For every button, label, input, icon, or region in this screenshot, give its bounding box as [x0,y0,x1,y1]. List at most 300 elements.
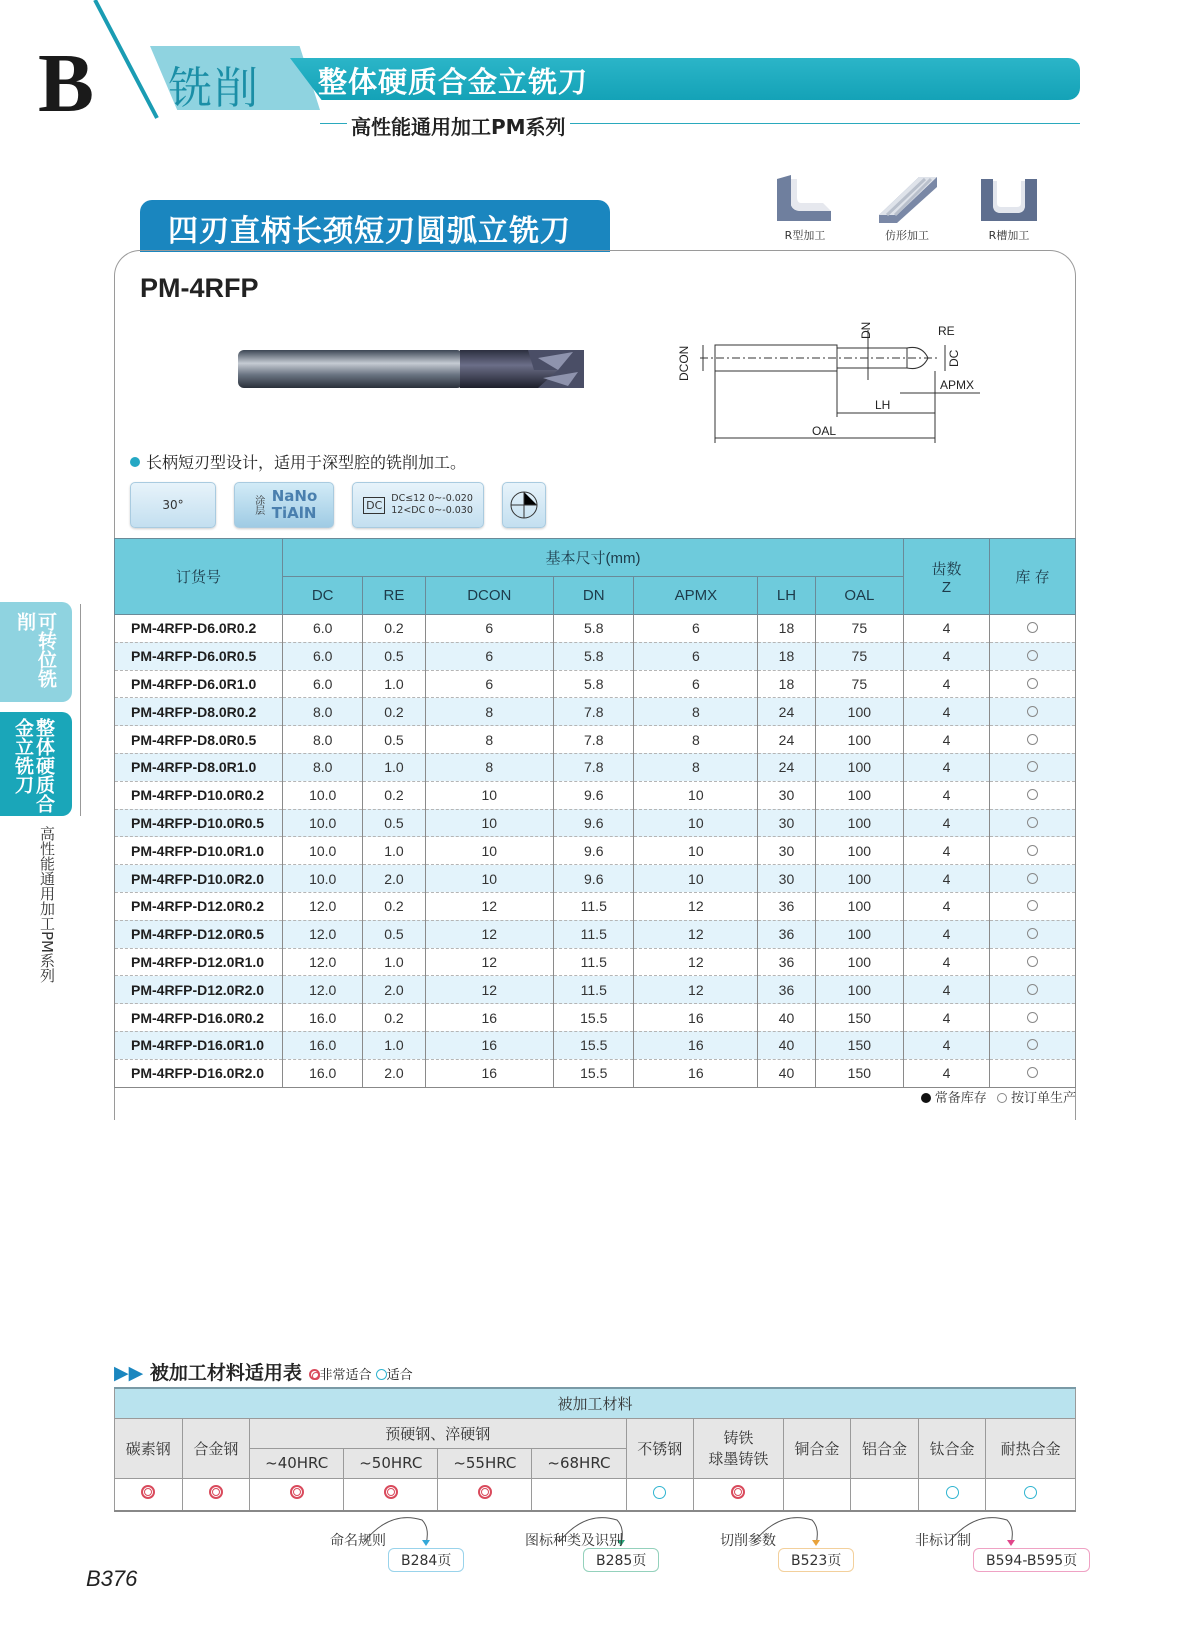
cell: 100 [815,892,903,920]
open-circle-icon [1027,761,1038,772]
cell: 16.0 [283,1031,363,1059]
cell: 8 [425,753,554,781]
label-dc: DC [947,349,961,367]
op-r-groove: R槽加工 [969,175,1049,243]
cell: 0.5 [363,642,425,670]
cell: 6 [425,615,554,643]
label-dcon: DCON [677,345,691,381]
suitable-icon [376,1369,387,1380]
r-shape-machining-icon [773,175,837,225]
cell: 24 [758,698,815,726]
table-row [115,670,1076,698]
open-circle-icon [1027,650,1038,661]
stock-cell [990,809,1076,837]
open-circle-icon [1027,1067,1038,1078]
cell: 2.0 [363,865,425,893]
reference-label: 命名规则 [330,1533,386,1549]
open-circle-icon [1027,817,1038,828]
very-suitable-icon [141,1485,155,1499]
cell: 12 [425,892,554,920]
cell: 4 [904,726,990,754]
cell: 4 [904,976,990,1004]
stock-cell [990,781,1076,809]
op-profile: 仿形加工 [867,175,947,243]
cell: 100 [815,976,903,1004]
cell: 4 [904,892,990,920]
cell: 11.5 [554,892,634,920]
cell: 4 [904,920,990,948]
cell: 4 [904,698,990,726]
mat-copper: 铜合金 [783,1418,851,1478]
open-circle-icon [1027,1039,1038,1050]
stock-cell [990,1004,1076,1032]
cell: 40 [758,1004,815,1032]
open-circle-icon [1027,900,1038,911]
rating-cell [918,1478,986,1511]
stock-legend: 常备库存 按订单生产 [921,1087,1076,1106]
mat-aluminum: 铝合金 [851,1418,919,1478]
cell: 6 [425,670,554,698]
order-code: PM-4RFP-D10.0R2.0 [115,865,283,893]
order-code: PM-4RFP-D12.0R1.0 [115,948,283,976]
label-oal: OAL [812,424,837,438]
stock-cell [990,837,1076,865]
order-code: PM-4RFP-D16.0R0.2 [115,1004,283,1032]
col-stock: 库 存 [990,539,1076,615]
table-row [115,1059,1076,1087]
rating-cell [182,1478,250,1511]
rating-cell [694,1478,784,1511]
stock-cell [990,698,1076,726]
cell: 16 [634,1004,758,1032]
cell: 0.2 [363,781,425,809]
helix-angle-icon: 30° [130,482,216,528]
cell: 8 [634,698,758,726]
category-label: 铣削 [168,63,260,114]
cell: 24 [758,753,815,781]
cell: 75 [815,642,903,670]
col-dcon: DCON [425,577,554,615]
cell: 1.0 [363,753,425,781]
cell: 4 [904,615,990,643]
side-series-label: 高性能通用加工PM系列 [38,826,56,983]
cell: 12 [425,948,554,976]
cell: 6 [634,615,758,643]
cell: 10 [425,865,554,893]
order-code: PM-4RFP-D8.0R0.2 [115,698,283,726]
section-letter: B [38,37,95,130]
mat-alloy-steel: 合金钢 [182,1418,250,1478]
product-section-title: 四刃直柄长颈短刃圆弧立铣刀 [168,214,571,249]
side-divider [80,604,81,816]
stock-cell [990,976,1076,1004]
reference-link[interactable] [515,1516,710,1576]
table-row [115,1031,1076,1059]
cell: 6.0 [283,615,363,643]
cell: 11.5 [554,948,634,976]
cell: 1.0 [363,948,425,976]
cell: 1.0 [363,670,425,698]
cell: 6 [425,642,554,670]
mat-stainless: 不锈钢 [626,1418,694,1478]
col-code: 订货号 [115,539,283,615]
subtitle: 高性能通用加工PM系列 [347,111,570,140]
cell: 10 [425,837,554,865]
stock-cell [990,753,1076,781]
order-code: PM-4RFP-D12.0R2.0 [115,976,283,1004]
cell: 4 [904,809,990,837]
open-circle-icon [1027,928,1038,939]
spec-icons [130,482,546,528]
end-mill-photo [238,348,590,390]
cell: 11.5 [554,920,634,948]
table-row [115,642,1076,670]
cell: 0.2 [363,892,425,920]
table-row [115,809,1076,837]
cell: 30 [758,809,815,837]
filled-circle-icon [921,1093,931,1103]
cell: 10 [634,781,758,809]
page-number: B376 [86,1566,138,1591]
cell: 12 [634,976,758,1004]
mat-68hrc: ~68HRC [532,1448,626,1478]
cell: 7.8 [554,753,634,781]
table-row [115,976,1076,1004]
cell: 4 [904,948,990,976]
four-flute-icon [502,482,546,528]
tolerance-icon: DC DC≤12 0~-0.020 12<DC 0~-0.030 [352,482,484,528]
cell: 8 [634,753,758,781]
order-code: PM-4RFP-D12.0R0.5 [115,920,283,948]
reference-page[interactable]: B285页 [583,1548,659,1572]
reference-link[interactable] [320,1516,515,1576]
rating-cell [532,1478,626,1511]
col-dc: DC [283,577,363,615]
cell: 100 [815,948,903,976]
cell: 12.0 [283,892,363,920]
rating-cell [115,1478,183,1511]
cell: 4 [904,670,990,698]
table-row [115,837,1076,865]
rating-cell [250,1478,344,1511]
cell: 4 [904,1031,990,1059]
cell: 7.8 [554,698,634,726]
cell: 12.0 [283,948,363,976]
table-row [115,781,1076,809]
mat-heat-resistant: 耐热合金 [986,1418,1076,1478]
cell: 12 [634,892,758,920]
table-row [115,615,1076,643]
cell: 18 [758,642,815,670]
order-code: PM-4RFP-D12.0R0.2 [115,892,283,920]
mat-carbon-steel: 碳素钢 [115,1418,183,1478]
cell: 16 [425,1004,554,1032]
open-circle-icon [1027,706,1038,717]
col-oal: OAL [815,577,903,615]
cell: 4 [904,781,990,809]
cell: 15.5 [554,1059,634,1087]
label-dn: DN [859,321,873,339]
cell: 2.0 [363,976,425,1004]
cell: 0.5 [363,920,425,948]
cell: 5.8 [554,642,634,670]
cell: 150 [815,1031,903,1059]
col-dn: DN [554,577,634,615]
open-circle-icon [1027,789,1038,800]
cell: 6.0 [283,642,363,670]
cell: 10 [634,837,758,865]
cell: 75 [815,670,903,698]
very-suitable-icon [478,1485,492,1499]
cell: 10 [425,781,554,809]
cell: 75 [815,615,903,643]
cell: 8.0 [283,753,363,781]
reference-label: 图标种类及识别 [525,1533,623,1549]
cell: 100 [815,865,903,893]
very-suitable-icon [209,1485,223,1499]
cell: 6.0 [283,670,363,698]
model-name: PM-4RFP [140,273,259,303]
rating-cell [783,1478,851,1511]
open-circle-icon [1027,678,1038,689]
bullet-icon [130,457,140,467]
mat-50hrc: ~50HRC [344,1448,438,1478]
feature-bullet: 长柄短刃型设计，适用于深型腔的铣削加工。 [130,450,466,473]
side-tab-solid-carbide[interactable]: 整体硬质合金立铣刀 [0,712,72,816]
cell: 10 [634,809,758,837]
cell: 5.8 [554,670,634,698]
cell: 8 [425,698,554,726]
cell: 10.0 [283,865,363,893]
label-apmx: APMX [940,378,975,392]
cell: 16.0 [283,1004,363,1032]
cell: 8.0 [283,726,363,754]
rating-cell [986,1478,1076,1511]
col-lh: LH [758,577,815,615]
reference-link[interactable] [710,1516,905,1576]
stock-cell [990,615,1076,643]
mat-hardened-steel: 预硬钢、淬硬钢 [250,1418,626,1448]
cell: 4 [904,1004,990,1032]
open-circle-icon [1027,622,1038,633]
cell: 16.0 [283,1059,363,1087]
cell: 15.5 [554,1004,634,1032]
cell: 16 [425,1031,554,1059]
cell: 15.5 [554,1031,634,1059]
cell: 30 [758,837,815,865]
open-circle-icon [1027,873,1038,884]
cell: 8 [425,726,554,754]
cell: 10 [634,865,758,893]
col-teeth: 齿数 Z [904,539,990,615]
cell: 4 [904,1059,990,1087]
material-header: 被加工材料 [115,1388,1076,1418]
reference-label: 非标订制 [915,1533,971,1549]
open-circle-icon [1027,845,1038,856]
stock-cell [990,1031,1076,1059]
table-row [115,753,1076,781]
table-row [115,726,1076,754]
cell: 100 [815,837,903,865]
cell: 8 [634,726,758,754]
cell: 40 [758,1031,815,1059]
cell: 4 [904,837,990,865]
table-row [115,865,1076,893]
stock-cell [990,670,1076,698]
cell: 4 [904,642,990,670]
very-suitable-icon [309,1369,320,1380]
cell: 10.0 [283,809,363,837]
very-suitable-icon [384,1485,398,1499]
table-row [115,892,1076,920]
cell: 0.2 [363,615,425,643]
table-row [115,1004,1076,1032]
very-suitable-icon [731,1485,745,1499]
cell: 8.0 [283,698,363,726]
cell: 100 [815,920,903,948]
cell: 40 [758,1059,815,1087]
stock-cell [990,892,1076,920]
profile-machining-icon [875,175,939,225]
very-suitable-icon [290,1485,304,1499]
stock-cell [990,1059,1076,1087]
cell: 150 [815,1059,903,1087]
open-circle-icon [1027,1012,1038,1023]
cell: 12 [634,920,758,948]
reference-page[interactable]: B284页 [388,1548,464,1572]
cell: 9.6 [554,865,634,893]
operation-icons [765,175,1049,243]
rating-cell [851,1478,919,1511]
stock-cell [990,865,1076,893]
page-references [320,1516,1100,1576]
cell: 16 [634,1059,758,1087]
cell: 9.6 [554,809,634,837]
rating-cell [626,1478,694,1511]
rating-cell [344,1478,438,1511]
open-circle-icon [997,1093,1007,1103]
cell: 150 [815,1004,903,1032]
cell: 12 [634,948,758,976]
table-row [115,948,1076,976]
cell: 7.8 [554,726,634,754]
reference-label: 切削参数 [720,1533,776,1549]
col-re: RE [363,577,425,615]
reference-link[interactable] [905,1516,1100,1576]
cell: 100 [815,698,903,726]
order-code: PM-4RFP-D10.0R0.2 [115,781,283,809]
label-lh: LH [875,398,891,412]
mat-40hrc: ~40HRC [250,1448,344,1478]
cell: 100 [815,809,903,837]
reference-page[interactable]: B523页 [778,1548,854,1572]
cell: 18 [758,615,815,643]
cell: 9.6 [554,837,634,865]
main-title: 整体硬质合金立铣刀 [318,65,589,99]
cell: 9.6 [554,781,634,809]
cell: 1.0 [363,837,425,865]
op-r-shape: R型加工 [765,175,845,243]
cell: 100 [815,753,903,781]
cell: 10.0 [283,781,363,809]
r-groove-machining-icon [977,175,1041,225]
order-code: PM-4RFP-D6.0R1.0 [115,670,283,698]
cell: 12 [425,920,554,948]
order-code: PM-4RFP-D8.0R0.5 [115,726,283,754]
cell: 10.0 [283,837,363,865]
stock-cell [990,948,1076,976]
suitable-icon [1024,1486,1037,1499]
cell: 6 [634,642,758,670]
label-re: RE [938,324,955,338]
order-code: PM-4RFP-D16.0R2.0 [115,1059,283,1087]
coating-icon: 涂层 NaNo TiAlN [234,482,334,528]
cell: 24 [758,726,815,754]
double-chevron-icon: ▶▶ [114,1362,144,1384]
cell: 16 [634,1031,758,1059]
cell: 0.2 [363,698,425,726]
open-circle-icon [1027,984,1038,995]
cell: 5.8 [554,615,634,643]
side-tab-indexable-milling[interactable]: 可转位铣削 [0,602,72,702]
cell: 12.0 [283,920,363,948]
stock-cell [990,920,1076,948]
table-row [115,920,1076,948]
dimension-diagram [677,321,1020,455]
col-basic-dims: 基本尺寸(mm) [283,539,904,577]
cell: 30 [758,865,815,893]
suitability-row [115,1478,1076,1511]
col-apmx: APMX [634,577,758,615]
cell: 18 [758,670,815,698]
open-circle-icon [1027,734,1038,745]
suitable-icon [653,1486,666,1499]
cell: 36 [758,948,815,976]
cell: 36 [758,920,815,948]
cell: 36 [758,976,815,1004]
cell: 16 [425,1059,554,1087]
cell: 4 [904,865,990,893]
order-code: PM-4RFP-D16.0R1.0 [115,1031,283,1059]
order-code: PM-4RFP-D10.0R0.5 [115,809,283,837]
cell: 6 [634,670,758,698]
material-table [114,1387,1076,1512]
open-circle-icon [1027,956,1038,967]
mat-titanium: 钛合金 [918,1418,986,1478]
cell: 100 [815,726,903,754]
cell: 12 [425,976,554,1004]
cell: 36 [758,892,815,920]
cell: 0.5 [363,726,425,754]
reference-page[interactable]: B594-B595页 [973,1548,1090,1572]
cell: 100 [815,781,903,809]
cell: 11.5 [554,976,634,1004]
order-code: PM-4RFP-D6.0R0.2 [115,615,283,643]
cell: 0.2 [363,1004,425,1032]
cell: 30 [758,781,815,809]
cell: 2.0 [363,1059,425,1087]
order-code: PM-4RFP-D8.0R1.0 [115,753,283,781]
order-code: PM-4RFP-D10.0R1.0 [115,837,283,865]
cell: 0.5 [363,809,425,837]
cell: 12.0 [283,976,363,1004]
cell: 4 [904,753,990,781]
mat-cast-iron: 铸铁 球墨铸铁 [694,1418,784,1478]
cell: 1.0 [363,1031,425,1059]
rating-cell [438,1478,532,1511]
suitable-icon [946,1486,959,1499]
cell: 10 [425,809,554,837]
